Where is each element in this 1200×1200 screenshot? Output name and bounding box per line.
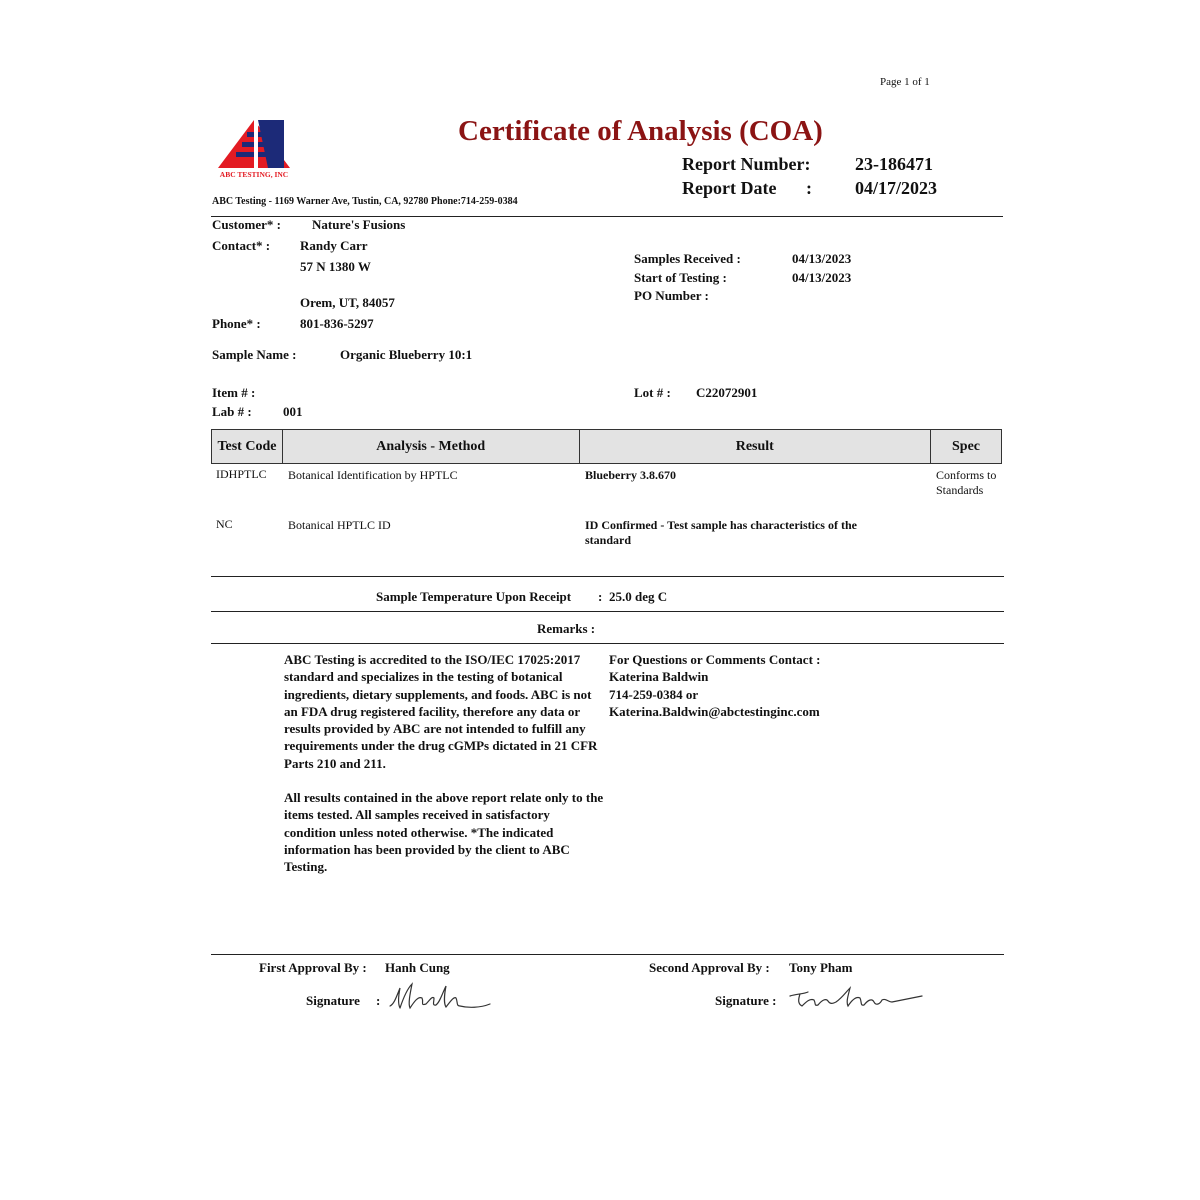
report-date-colon: : (806, 178, 812, 198)
row-spec: Conforms to Standards (936, 468, 997, 497)
temperature-label: Sample Temperature Upon Receipt (376, 589, 572, 604)
results-table (211, 429, 1002, 464)
start-testing-value: 04/13/2023 (792, 270, 852, 285)
contact-address-1: 57 N 1380 W (300, 259, 371, 274)
row-test-code: NC (216, 517, 233, 531)
first-signature-label: Signature (306, 993, 360, 1008)
samples-received-label: Samples Received : (634, 251, 741, 266)
logo-triangle-icon (214, 118, 304, 180)
approval-divider (211, 954, 1004, 955)
first-approval-label: First Approval By : (259, 960, 367, 975)
results-table-header (212, 430, 1002, 464)
col-test-code: Test Code (212, 430, 283, 464)
contact-person: Katerina Baldwin (609, 669, 709, 685)
customer-label: Customer* : (212, 217, 281, 232)
start-testing-label: Start of Testing : (634, 270, 727, 285)
contact-phone: 714-259-0384 or (609, 686, 699, 702)
phone-label: Phone* : (212, 316, 261, 331)
contact-email[interactable]: Katerina.Baldwin@abctestinginc.com (609, 703, 820, 719)
contact-address-2: Orem, UT, 84057 (300, 295, 395, 310)
row-method: Botanical HPTLC ID (288, 518, 391, 532)
table-bottom-divider (211, 576, 1004, 577)
sample-name-label: Sample Name : (212, 347, 297, 362)
temperature-value: 25.0 deg C (609, 589, 668, 604)
col-spec: Spec (931, 430, 1002, 464)
remarks-label: Remarks : (537, 621, 596, 636)
report-number-value: 23-186471 (855, 154, 933, 174)
second-approval-label: Second Approval By : (649, 960, 770, 975)
abc-testing-logo (214, 118, 304, 178)
remarks-body (284, 651, 604, 876)
contact-label: Contact* : (212, 238, 271, 253)
lab-value: 001 (283, 404, 303, 419)
remarks-paragraph-2: All results contained in the above report relate only to the items tested. All samples received in satisfactory condition unless noted otherwise. *The indicated information has been provided by the client to ABC Testing. (284, 790, 604, 875)
logo-text: ABC TESTING, INC (219, 170, 289, 179)
page-title: Certificate of Analysis (COA) (458, 115, 823, 147)
customer-value: Nature's Fusions (312, 217, 406, 232)
contact-heading: For Questions or Comments Contact : (609, 652, 821, 667)
lab-label: Lab # : (212, 404, 252, 419)
remarks-paragraph-1: ABC Testing is accredited to the ISO/IEC 17025:2017 standard and specializes in the testing of botanical ingredients, dietary supplements, and foods. ABC is not an FDA drug registered facility, therefore any data or results provided by ABC are not intended to fulfill any requirements under the drug cGMPs dictated in 21 CFR Parts 210 and 211. (284, 652, 598, 771)
contact-info (609, 651, 909, 720)
po-number-label: PO Number : (634, 288, 709, 303)
samples-received-value: 04/13/2023 (792, 251, 852, 266)
contact-name: Randy Carr (300, 238, 368, 253)
item-label: Item # : (212, 385, 256, 400)
col-result: Result (579, 430, 931, 464)
lab-address: ABC Testing - 1169 Warner Ave, Tustin, CA, 92780 Phone:714-259-0384 (212, 196, 518, 207)
second-approval-name: Tony Pham (789, 960, 853, 975)
temperature-colon: : (598, 589, 603, 604)
remarks-divider (211, 643, 1004, 644)
lot-label: Lot # : (634, 385, 671, 400)
col-analysis-method: Analysis - Method (282, 430, 579, 464)
second-signature-label: Signature : (715, 993, 777, 1008)
report-date-label: Report Date (682, 178, 777, 198)
row-method: Botanical Identification by HPTLC (288, 468, 458, 482)
row-result: ID Confirmed - Test sample has characteristics of the standard (585, 518, 857, 547)
first-signature-image (386, 978, 496, 1014)
first-approval-name: Hanh Cung (385, 960, 450, 975)
row-result: Blueberry 3.8.670 (585, 468, 676, 482)
report-date-value: 04/17/2023 (855, 178, 938, 198)
first-signature-colon: : (376, 993, 381, 1008)
phone-value: 801-836-5297 (300, 316, 374, 331)
temperature-divider (211, 611, 1004, 612)
page-number: Page 1 of 1 (880, 76, 930, 88)
row-test-code: IDHPTLC (216, 467, 267, 481)
sample-name-value: Organic Blueberry 10:1 (340, 347, 473, 362)
second-signature-image (786, 984, 926, 1012)
report-number-label: Report Number: (682, 154, 811, 174)
lot-value: C22072901 (696, 385, 758, 400)
